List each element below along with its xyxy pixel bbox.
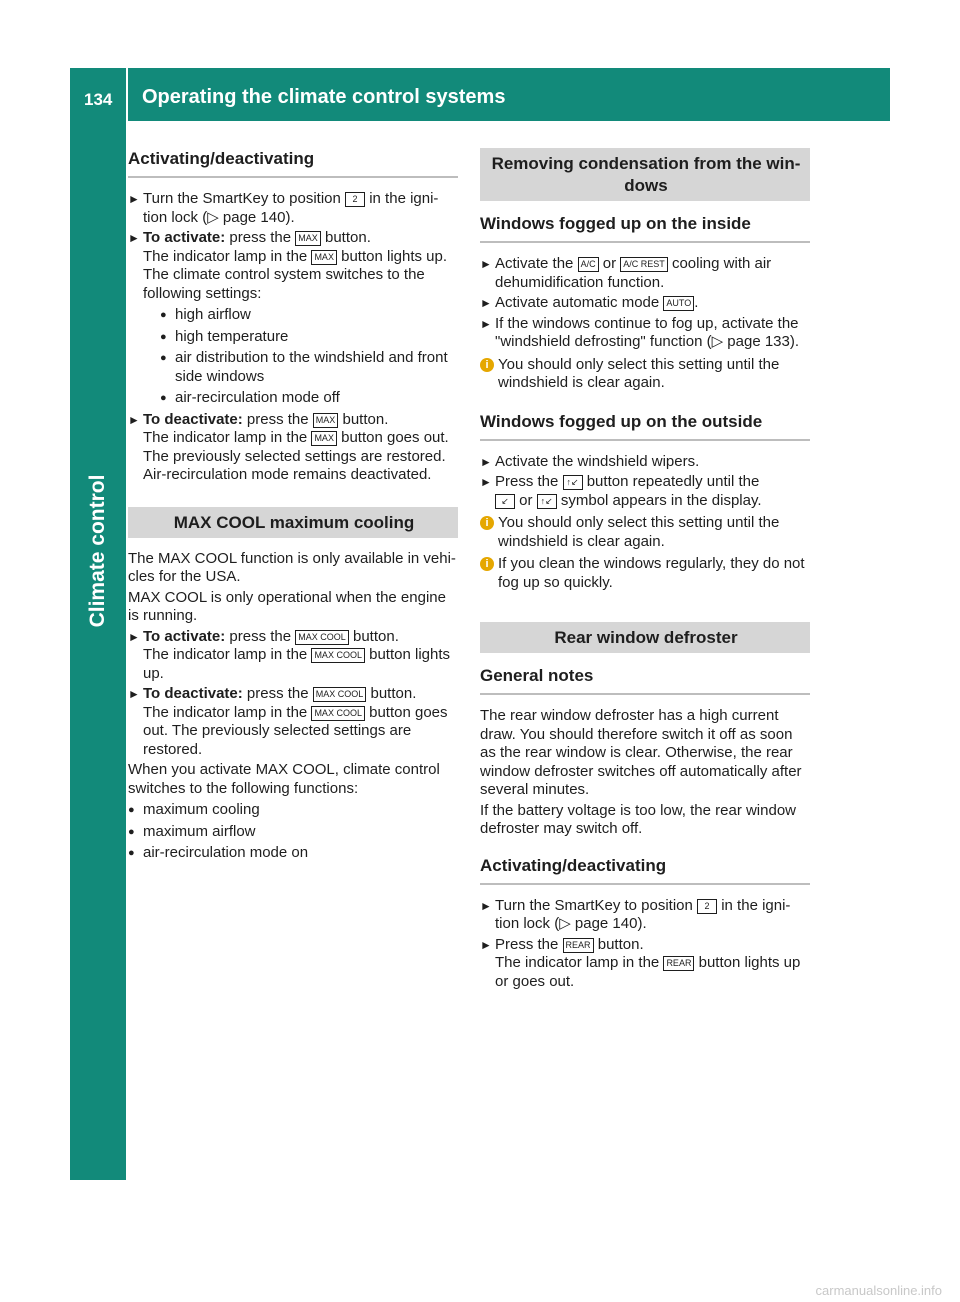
chapter-label: Climate control xyxy=(85,474,109,628)
section-box-rear-defroster: Rear window defroster xyxy=(480,622,810,653)
chapter-sidebar xyxy=(70,121,126,1180)
max-cool-icon: MAX COOL xyxy=(295,630,349,645)
footwell-air-icon: ↙ xyxy=(495,494,515,509)
page-header xyxy=(70,68,890,121)
max-cool-icon: MAX COOL xyxy=(311,706,365,721)
section-heading-outside: Windows fogged up on the outside xyxy=(480,411,810,441)
list-item: ● air-recirculation mode on xyxy=(128,844,309,861)
info-icon: i xyxy=(480,557,494,571)
auto-icon: AUTO xyxy=(663,296,694,311)
paragraph: The MAX COOL function is only available in vehi- cles for the USA. xyxy=(128,549,456,585)
windshield-footwell-air-icon: ↑↙ xyxy=(537,494,557,509)
step-deactivate-max-cool: ► To deactivate: press the MAX COOL button. The indicator lamp in the MAX COOL button goes out. The previously selected settings are restored. xyxy=(128,685,448,758)
section-box-max-cool: MAX COOL maximum cooling xyxy=(128,507,458,538)
step-activate-ac: ► Activate the A/C or A/C REST cooling with air dehumidification function. xyxy=(480,255,772,291)
step-turn-key-rear: ► Turn the SmartKey to position 2 in the igni- tion lock (▷ page 140). xyxy=(480,896,791,932)
step-arrow-icon: ► xyxy=(480,257,492,271)
max-defrost-icon: MAX xyxy=(295,231,321,246)
rear-defroster-icon: REAR xyxy=(563,938,594,953)
page-title: Operating the climate control systems xyxy=(142,86,506,108)
air-distribution-icon: ↑↙ xyxy=(563,475,583,490)
step-arrow-icon: ► xyxy=(128,192,140,206)
section-heading-inside: Windows fogged up on the inside xyxy=(480,213,810,243)
info-note: i You should only select this setting until the windshield is clear again. xyxy=(480,356,810,393)
paragraph: The rear window defroster has a high current draw. You should therefore switch it off as soon as the rear window is clear. Otherwise, the rear window defroster switches off automatically after several minutes. xyxy=(480,707,802,798)
max-defrost-icon: MAX xyxy=(313,413,339,428)
settings-list xyxy=(143,306,458,408)
list-item: ● maximum cooling xyxy=(128,801,260,818)
max-cool-icon: MAX COOL xyxy=(311,648,365,663)
step-arrow-icon: ► xyxy=(480,454,492,469)
left-column xyxy=(128,148,458,866)
info-icon: i xyxy=(480,358,494,372)
section-box-condensation: Removing condensation from the win- dows xyxy=(480,148,810,201)
ac-rest-icon: A/C REST xyxy=(620,257,668,272)
step-arrow-icon: ► xyxy=(480,475,492,489)
step-wipers: ► Activate the windshield wipers. xyxy=(480,452,700,470)
step-activate-max-cool: ► To activate: press the MAX COOL button. The indicator lamp in the MAX COOL button lights up. xyxy=(128,627,451,682)
info-note: i You should only select this setting until the windshield is clear again. xyxy=(480,514,810,551)
step-windshield-defrost: ► If the windows continue to fog up, activate the "windshield defrosting" function (▷ page 133). xyxy=(480,314,800,350)
header-divider xyxy=(126,68,128,121)
paragraph: If the battery voltage is too low, the rear window defroster may switch off. xyxy=(480,801,797,837)
rear-defroster-icon: REAR xyxy=(663,956,694,971)
position-key-icon: 2 xyxy=(697,899,717,914)
section-heading-general-notes: General notes xyxy=(480,665,810,695)
step-arrow-icon: ► xyxy=(128,412,140,427)
max-defrost-icon: MAX xyxy=(311,431,337,446)
step-arrow-icon: ► xyxy=(480,937,492,952)
step-arrow-icon: ► xyxy=(128,231,140,245)
position-key-icon: 2 xyxy=(345,192,365,207)
list-item: ● air distribution to the windshield and front side windows xyxy=(160,349,448,385)
list-item: ● maximum airflow xyxy=(128,822,256,840)
step-air-distribution: ► Press the ↑↙ button repeatedly until the ↙ or ↑↙ symbol appears in the display. xyxy=(480,473,762,509)
step-auto-mode: ► Activate automatic mode AUTO . xyxy=(480,294,699,311)
watermark: carmanualsonline.info xyxy=(815,1283,942,1298)
section-heading-activating-rear: Activating/deactivating xyxy=(480,855,810,885)
step-arrow-icon: ► xyxy=(128,629,140,644)
list-item: ● high airflow xyxy=(160,306,251,323)
paragraph: MAX COOL is only operational when the engine is running. xyxy=(128,588,446,624)
max-defrost-icon: MAX xyxy=(311,250,337,265)
paragraph: When you activate MAX COOL, climate control switches to the following functions: xyxy=(128,761,440,797)
step-arrow-icon: ► xyxy=(128,687,140,701)
step-activate-max-defrost: ► To activate: press the MAX button. The indicator lamp in the MAX button lights up. The climate control system switches to the following settings: ● high airflow ● high temperature ● air distribution to the windshield and front side windows ● air-recirculation mode off xyxy=(128,229,458,408)
section-heading-activating: Activating/deactivating xyxy=(128,148,458,178)
page-number: 134 xyxy=(84,90,113,109)
step-deactivate-max-defrost: ► To deactivate: press the MAX button. The indicator lamp in the MAX button goes out. The previously selected settings are restored. Air-recirculation mode remains deactivated. xyxy=(128,410,449,483)
step-arrow-icon: ► xyxy=(480,296,492,310)
step-arrow-icon: ► xyxy=(480,898,492,913)
right-column xyxy=(480,148,810,993)
ac-icon: A/C xyxy=(578,257,599,272)
list-item: ● high temperature xyxy=(160,327,289,345)
info-icon: i xyxy=(480,516,494,530)
info-note: i If you clean the windows regularly, they do not fog up so quickly. xyxy=(480,555,810,592)
list-item: ● air-recirculation mode off xyxy=(160,389,340,406)
max-cool-icon: MAX COOL xyxy=(313,687,367,702)
step-rear-defroster: ► Press the REAR button. The indicator lamp in the REAR button lights up or goes out. xyxy=(480,935,801,990)
functions-list xyxy=(128,801,458,863)
step-arrow-icon: ► xyxy=(480,316,492,331)
step-turn-key: ► Turn the SmartKey to position 2 in the igni- tion lock (▷ page 140). xyxy=(128,190,439,226)
